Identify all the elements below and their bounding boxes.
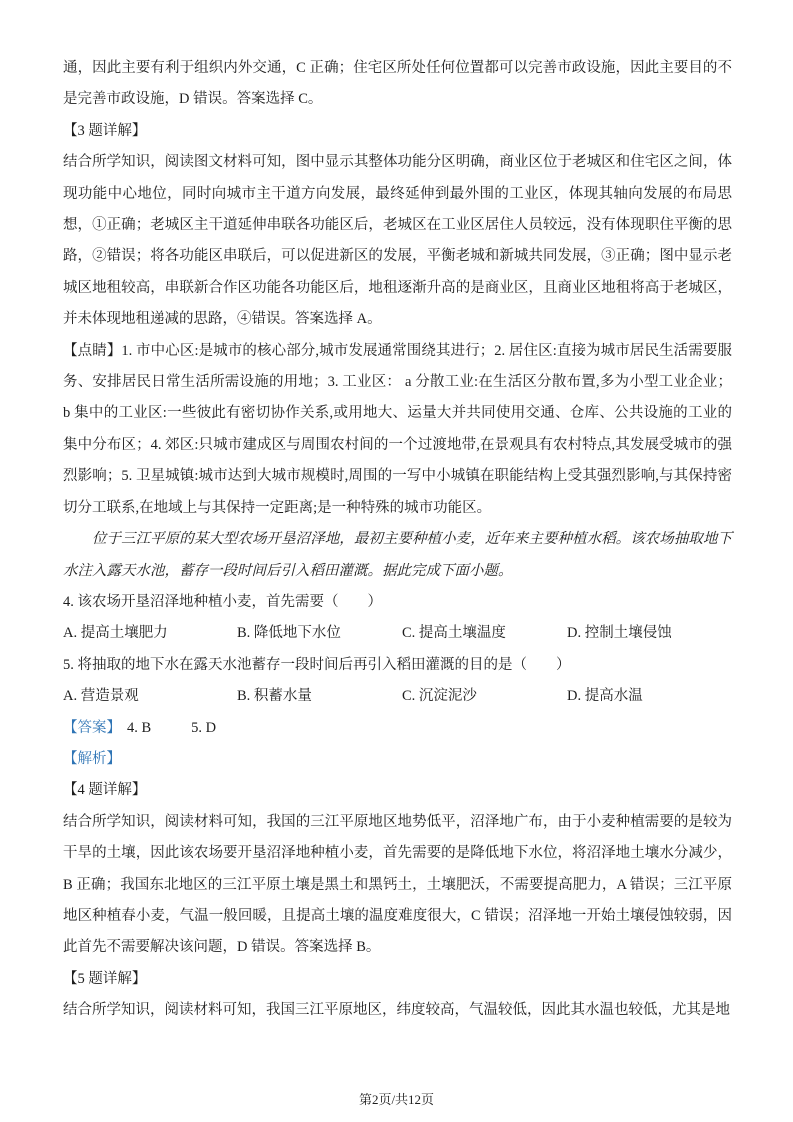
question-4-option-d: D. 控制土壤侵蚀 (567, 625, 672, 642)
question-5-stem: 5. 将抽取的地下水在露天水池蓄存一段时间后再引入稻田灌溉的目的是（ ） (63, 656, 571, 673)
answer-q4: 4. B (127, 719, 152, 736)
question-4-stem: 4. 该农场开垦沼泽地种植小麦，首先需要（ ） (63, 593, 382, 610)
question-5-option-d: D. 提高水温 (567, 688, 643, 705)
dianjing-text: 1. 市中心区:是城市的核心部分,城市发展通常围绕其进行；2. 居住区:直接为城市居民生活需要服务、安排居民日常生活所需设施的用地；3. 工业区： a 分散工业:在生活区分散布置,多为小型工业企业； b 集中的工业区:一些彼此有密切协作关系,或用地大、运量大并共同使用交通、仓库、公共设施的工业的集中分布区；4. 郊区:只城市建成区与周围农村间的一个过渡地带,在景观具有农村特点,其发展受城市的强烈影响；5. 卫星城镇:城市达到大城市规模时,周围的一写中小城镇在职能结构上受其强烈影响,与其保持密切分工联系,在地域上与其保持一定距离;是一种特殊的城市功能区。 (63, 342, 732, 516)
question-5-option-c: C. 沉淀泥沙 (402, 688, 477, 705)
material-paragraph: 位于三江平原的某大型农场开垦沼泽地，最初主要种植小麦，近年来主要种植水稻。该农场抽取地下水注入露天水池，蓄存一段时间后引入稻田灌溉。据此完成下面小题。 (63, 531, 732, 579)
answer-label: 【答案】 (63, 719, 121, 736)
question-5-option-a: A. 营造景观 (63, 688, 139, 705)
question-4-option-c: C. 提高土壤温度 (402, 625, 506, 642)
page-footer: 第2页/共12页 (358, 1092, 435, 1107)
question-4-options (63, 618, 732, 649)
answer-line (63, 713, 732, 744)
q3-explanation: 结合所学知识，阅读图文材料可知，图中显示其整体功能分区明确，商业区位于老城区和住宅区之间，体现功能中心地位，同时向城市主干道方向发展，最终延伸到最外围的工业区，体现其轴向发展的布局思想，①正确；老城区主干道延伸串联各功能区后，老城区在工业区居住人员较远，没有体现职住平衡的思路，②错误；将各功能区串联后，可以促进新区的发展，平衡老城和新城共同发展，③正确；图中显示老城区地租较高，串联新合作区功能各功能区后，地租逐渐升高的是商业区，且商业区地租将高于老城区，并未体现地租递减的思路，④错误。答案选择 A。 (63, 154, 732, 328)
q5-explanation: 结合所学知识，阅读材料可知，我国三江平原地区，纬度较高，气温较低，因此其水温也较低，尤其是地 (63, 1002, 730, 1019)
question-4-option-b: B. 降低地下水位 (237, 625, 341, 642)
q3-explanation-header: 【3 题详解】 (63, 122, 147, 139)
question-4-option-a: A. 提高土壤肥力 (63, 625, 168, 642)
q4-explanation: 结合所学知识，阅读材料可知，我国的三江平原地区地势低平，沼泽地广布，由于小麦种植需要的是较为干旱的土壤，因此该农场要开垦沼泽地种植小麦，首先需要的是降低地下水位，将沼泽地土壤水分减少，B 正确；我国东北地区的三江平原土壤是黑土和黑钙土，土壤肥沃，不需要提高肥力，A 错误；三江平原地区种植春小麦，气温一般回暖，且提高土壤的温度难度很大，C 错误；沼泽地一开始土壤侵蚀较弱，因此首先不需要解决该问题，D 错误。答案选择 B。 (63, 813, 732, 956)
dianjing-label: 【点睛】 (63, 342, 122, 359)
dianjing-paragraph (63, 336, 732, 524)
q5-explanation-header: 【5 题详解】 (63, 970, 147, 987)
page-content (63, 53, 732, 1027)
answer-q5: 5. D (191, 719, 217, 736)
analysis-label: 【解析】 (63, 750, 121, 767)
question-5-option-b: B. 积蓄水量 (237, 688, 312, 705)
question-5-options (63, 681, 732, 712)
paragraph-continuation: 通，因此主要有利于组织内外交通，C 正确；住宅区所处任何位置都可以完善市政设施，因此主要目的不是完善市政设施，D 错误。答案选择 C。 (63, 60, 732, 108)
q4-explanation-header: 【4 题详解】 (63, 782, 147, 799)
